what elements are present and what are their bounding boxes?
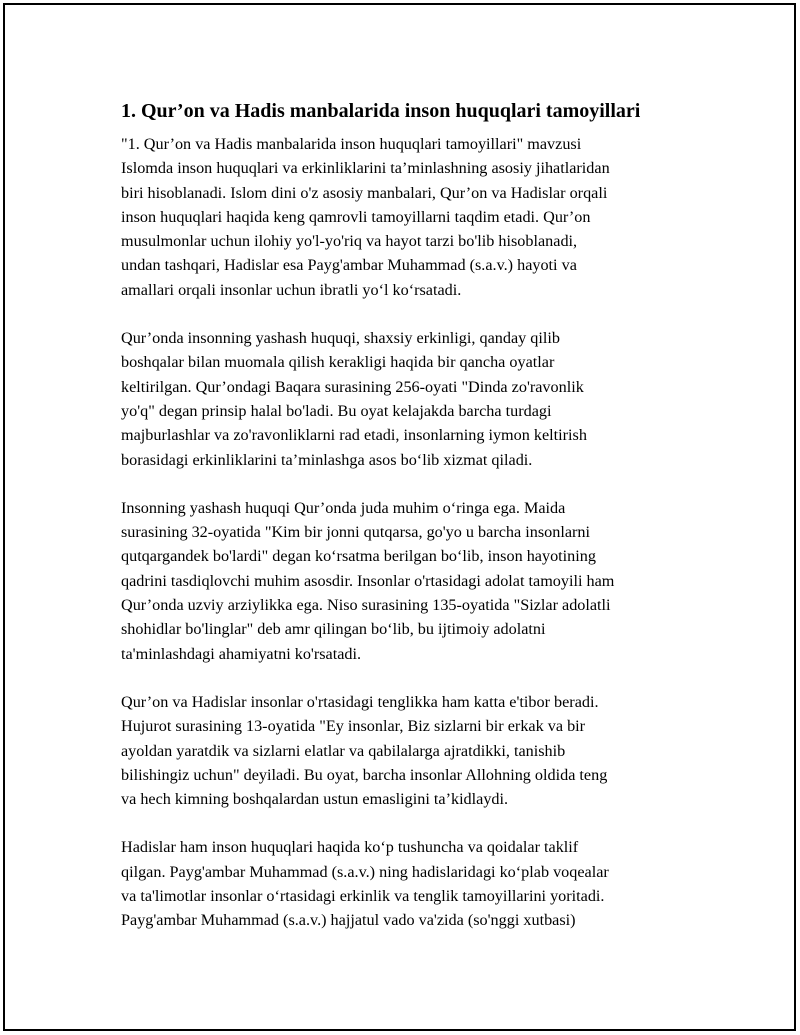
text-line: Islomda inson huquqlari va erkinliklarini ta’minlashning asosiy jihatlaridan bbox=[121, 159, 610, 178]
text-line: Hadislar ham inson huquqlari haqida koʻp tushuncha va qoidalar taklif bbox=[121, 838, 579, 857]
text-line: borasidagi erkinliklarini ta’minlashga asos boʻlib xizmat qiladi. bbox=[121, 450, 533, 469]
text-line: "1. Qur’on va Hadis manbalarida inson huquqlari tamoyillari" mavzusi bbox=[121, 135, 582, 153]
text-line: qadrini tasdiqlovchi muhim asosdir. Insonlar o'rtasidagi adolat tamoyili ham bbox=[121, 571, 615, 590]
text-line: Qur’on va Hadislar insonlar o'rtasidagi tenglikka ham katta e'tibor beradi. bbox=[121, 692, 599, 711]
text-line: boshqalar bilan muomala qilish kerakligi haqida bir qancha oyatlar bbox=[121, 353, 555, 372]
text-line: undan tashqari, Hadislar esa Payg'ambar Muhammad (s.a.v.) hayoti va bbox=[121, 256, 577, 275]
document-title: 1. Qur’on va Hadis manbalarida inson huquqlari tamoyillari bbox=[121, 100, 641, 122]
text-line: majburlashlar va zo'ravonliklarni rad etadi, insonlarning iymon keltirish bbox=[121, 426, 587, 445]
text-line: inson huquqlari haqida keng qamrovli tamoyillarni taqdim etadi. Qur’on bbox=[121, 207, 591, 226]
text-line: Hujurot surasining 13-oyatida "Ey insonlar, Biz sizlarni bir erkak va bir bbox=[121, 717, 586, 736]
paragraph-5 bbox=[121, 835, 681, 932]
paragraph-1 bbox=[121, 132, 681, 302]
text-line: bilishingiz uchun" deyiladi. Bu oyat, barcha insonlar Allohning oldida teng bbox=[121, 765, 608, 784]
text-line: ayoldan yaratdik va sizlarni elatlar va qabilalarga ajratdikki, tanishib bbox=[121, 741, 566, 760]
paragraph-2 bbox=[121, 326, 681, 472]
document-body bbox=[121, 97, 681, 957]
page-frame bbox=[3, 3, 796, 1031]
text-line: amallari orqali insonlar uchun ibratli yoʻl koʻrsatadi. bbox=[121, 280, 462, 299]
text-line: musulmonlar uchun ilohiy yo'l-yo'riq va hayot tarzi bo'lib hisoblanadi, bbox=[121, 232, 578, 251]
text-line: biri hisoblanadi. Islom dini o'z asosiy manbalari, Qur’on va Hadislar orqali bbox=[121, 183, 608, 202]
text-line: Insonning yashash huquqi Qur’onda juda muhim oʻringa ega. Maida bbox=[121, 498, 566, 517]
paragraph-3 bbox=[121, 496, 681, 666]
text-line: Qur’onda insonning yashash huquqi, shaxsiy erkinligi, qanday qilib bbox=[121, 329, 560, 348]
text-line: va hech kimning boshqalardan ustun emasligini ta’kidlaydi. bbox=[121, 790, 509, 809]
paragraph-4 bbox=[121, 690, 681, 811]
text-line: qutqargandek bo'lardi" degan koʻrsatma berilgan boʻlib, inson hayotining bbox=[121, 547, 596, 566]
text-line: qilgan. Payg'ambar Muhammad (s.a.v.) ning hadislaridagi koʻplab voqealar bbox=[121, 862, 609, 881]
text-line: surasining 32-oyatida "Kim bir jonni qutqarsa, go'yo u barcha insonlarni bbox=[121, 523, 590, 542]
text-line: Payg'ambar Muhammad (s.a.v.) hajjatul vado va'zida (so'nggi xutbasi) bbox=[121, 911, 576, 930]
text-line: yo'q" degan prinsip halal bo'ladi. Bu oyat kelajakda barcha turdagi bbox=[121, 401, 552, 420]
text-line: Qur’onda uzviy arziylikka ega. Niso surasining 135-oyatida "Sizlar adolatli bbox=[121, 596, 611, 615]
text-line: shohidlar bo'linglar" deb amr qilingan boʻlib, bu ijtimoiy adolatni bbox=[121, 620, 546, 639]
text-line: ta'minlashdagi ahamiyatni ko'rsatadi. bbox=[121, 644, 362, 663]
text-line: va ta'limotlar insonlar oʻrtasidagi erkinlik va tenglik tamoyillarini yoritadi. bbox=[121, 887, 605, 906]
text-line: keltirilgan. Qur’ondagi Baqara surasining 256-oyati "Dinda zo'ravonlik bbox=[121, 377, 584, 396]
